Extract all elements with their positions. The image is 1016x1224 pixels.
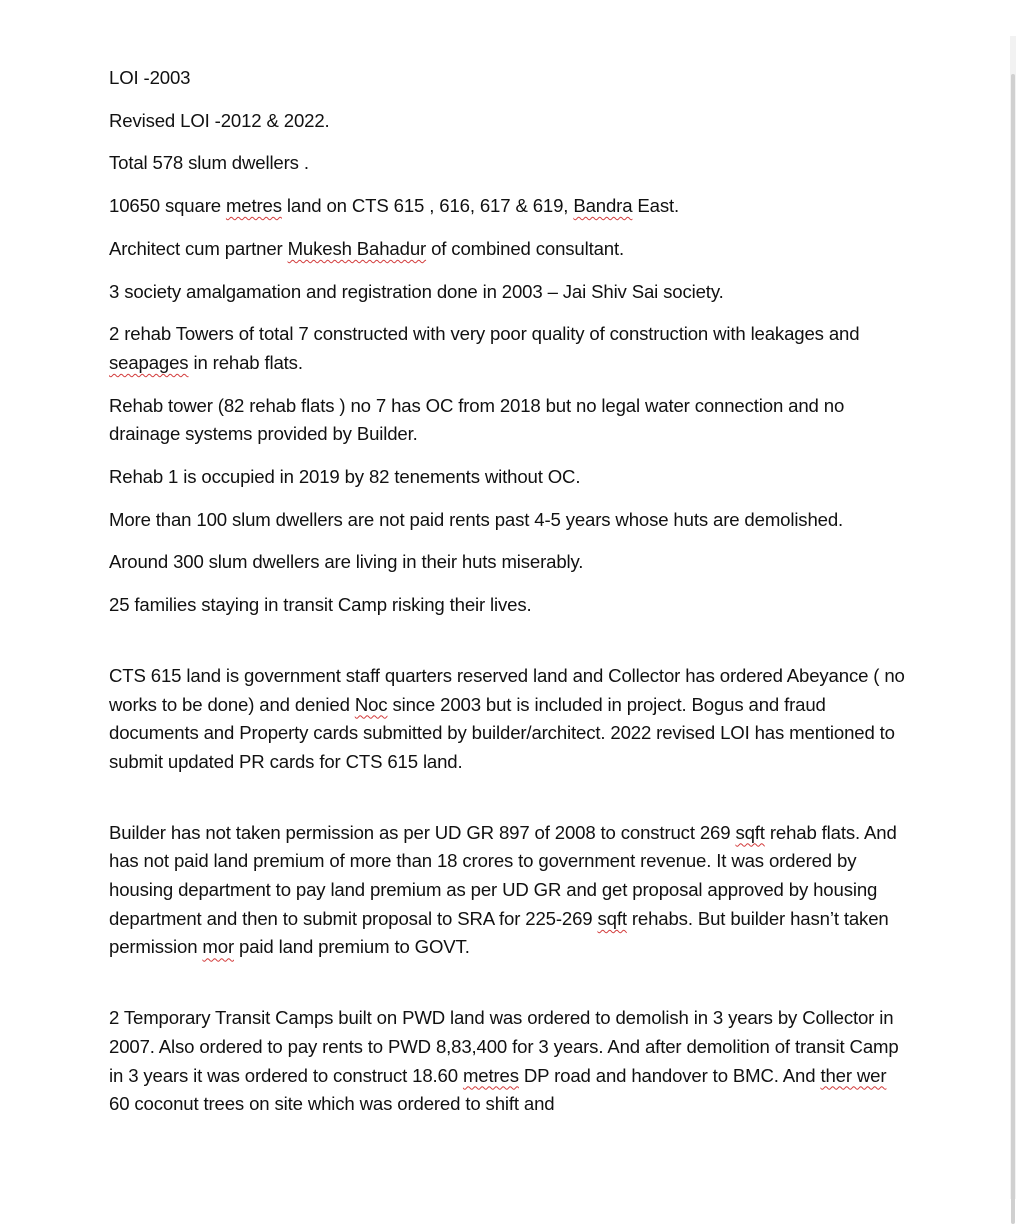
paragraph-loi: LOI -2003 [109, 67, 191, 88]
paragraph-rehab-1: Rehab 1 is occupied in 2019 by 82 tenements without OC. [109, 466, 581, 488]
paragraph-total-dwellers: Total 578 slum dwellers . [109, 152, 309, 174]
spellcheck-word: sqft [597, 907, 627, 929]
paragraph-land-area [109, 192, 909, 221]
document-body[interactable] [109, 64, 909, 1133]
text-run: since 2003 but is included in project. Bogus and fraud documents and Property cards submitted by builder/architect. 2022 revised LOI has mentioned to submit updated PR cards for CTS 615 land. [109, 693, 895, 772]
text-run: DP road and handover to BMC. And [518, 1064, 821, 1086]
paragraph-revised-loi: Revised LOI -2012 & 2022. [109, 109, 330, 131]
text-run: 10650 square [109, 195, 226, 217]
text-run: 2 Temporary Transit Camps built on PWD land was ordered to demolish in 3 years by Collector in 2007. Also ordered to pay rents to PWD 8,83,400 for 3 years. And after demolition of transit Camp in 3 years it was ordered to construct 18.60 [109, 1007, 899, 1086]
vertical-scrollbar[interactable] [1010, 36, 1016, 1199]
spellcheck-word: metres [225, 195, 282, 217]
paragraph-society: 3 society amalgamation and registration done in 2003 – Jai Shiv Sai society. [109, 280, 724, 302]
spellcheck-word: seapages [109, 351, 189, 373]
blank-line [109, 634, 909, 662]
paragraph-transit-camps [109, 1004, 909, 1119]
text-run: Architect cum partner [109, 237, 288, 259]
blank-line [109, 791, 909, 819]
text-run: East. [632, 195, 680, 217]
text-run: of combined consultant. [426, 237, 625, 259]
text-run: rehabs. But builder hasn’t taken permission [109, 907, 889, 958]
text-run: in rehab flats. [188, 351, 303, 373]
spellcheck-word: metres [462, 1064, 519, 1086]
spellcheck-word: Mukesh Bahadur [287, 237, 427, 259]
text-run: CTS 615 land is government staff quarters reserved land and Collector has ordered Abeyance ( no works to be done) and denied [109, 664, 905, 715]
scrollbar-thumb[interactable] [1011, 74, 1015, 1224]
text-run: Builder has not taken permission as per UD GR 897 of 2008 to construct 269 [109, 821, 736, 843]
spellcheck-word: Noc [354, 693, 388, 715]
paragraph-rents-unpaid: More than 100 slum dwellers are not paid rents past 4-5 years whose huts are demolished. [109, 508, 844, 530]
text-run: 2 rehab Towers of total 7 constructed with very poor quality of construction with leakages and [109, 323, 860, 345]
paragraph-cts-615 [109, 662, 909, 777]
spellcheck-word: Bandra [573, 195, 633, 217]
spellcheck-word: mor [202, 936, 234, 958]
paragraph-architect [109, 235, 909, 264]
text-run: 60 coconut trees on site which was ordered to shift and [109, 1093, 555, 1115]
paragraph-builder-permission [109, 819, 909, 963]
paragraph-living-in-huts: Around 300 slum dwellers are living in their huts miserably. [109, 551, 584, 573]
text-run: rehab flats. And has not paid land premium of more than 18 crores to government revenue. It was ordered by housing department to pay land premium as per UD GR and get proposal approved by housing department and then to submit proposal to SRA for 225-269 [109, 821, 897, 929]
spellcheck-word: sqft [735, 821, 765, 843]
text-run: land on CTS 615 , 616, 617 & 619, [281, 195, 574, 217]
spellcheck-word: ther wer [820, 1064, 887, 1086]
text-run: paid land premium to GOVT. [234, 936, 470, 958]
blank-line [109, 976, 909, 1004]
paragraph-transit-camp-families: 25 families staying in transit Camp risking their lives. [109, 594, 532, 616]
paragraph-rehab-towers [109, 320, 909, 377]
paragraph-rehab-tower-7: Rehab tower (82 rehab flats ) no 7 has OC from 2018 but no legal water connection and no drainage systems provided by Builder. [109, 394, 845, 445]
